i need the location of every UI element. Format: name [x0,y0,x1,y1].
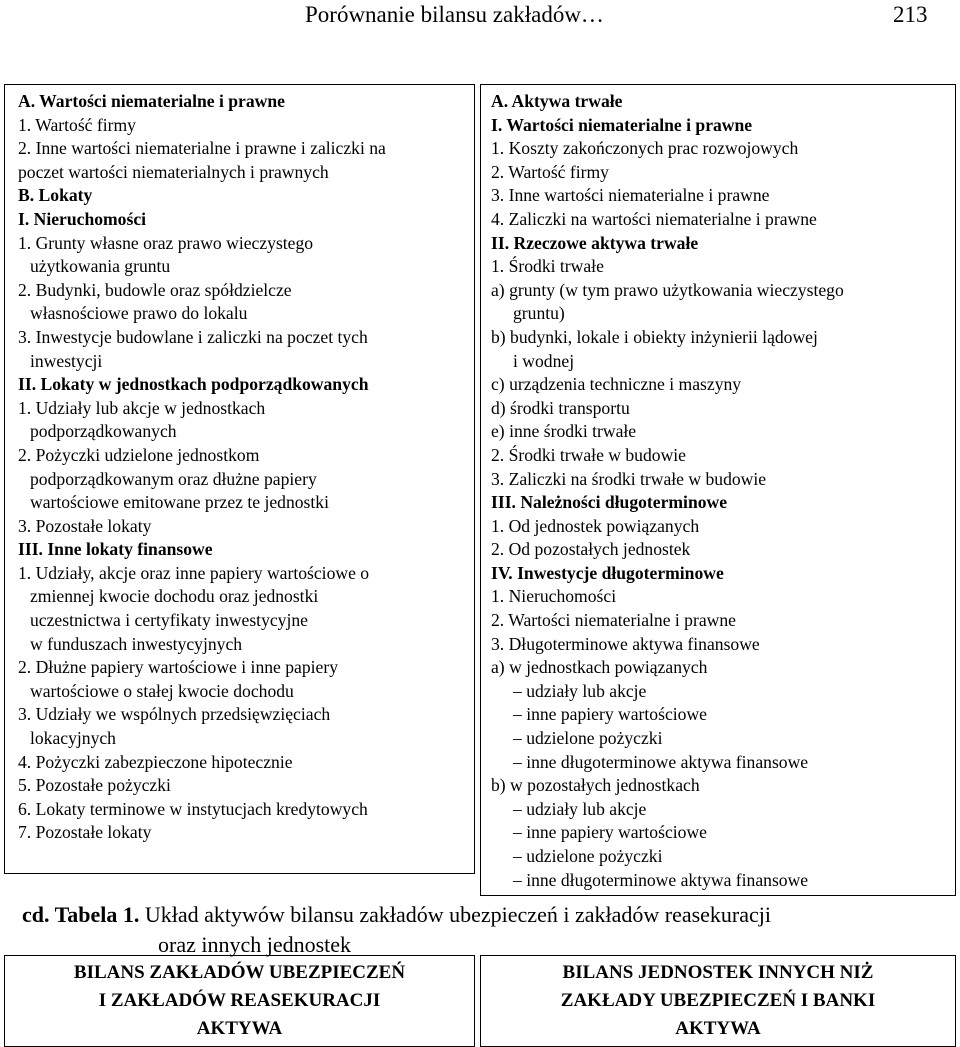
left-entry-line: 1. Grunty własne oraz prawo wieczystego [18,232,314,253]
left-assets-list [18,90,386,845]
caption-line-1: Układ aktywów bilansu zakładów ubezpieczeń i zakładów reasekuracji [144,902,772,927]
right-entry-line: 3. Zaliczki na środki trwałe w budowie [491,468,767,489]
right-entry-line: I. Wartości niematerialne i prawne [491,114,753,135]
left-entry-line: podporządkowanym oraz dłużne papiery [30,468,317,489]
running-header-title: Porównanie bilansu zakładów… [305,2,604,27]
left-entry-line: poczet wartości niematerialnych i prawnych [18,161,329,182]
right-entry-line: IV. Inwestycje długoterminowe [491,562,724,583]
right-assets-list [491,90,844,892]
right-entry-line: 2. Wartość firmy [491,161,609,182]
right-assets-column [480,84,956,896]
right-entry-line: 1. Nieruchomości [491,586,617,607]
right-entry-line: – inne papiery wartościowe [513,704,707,725]
right-entry-line: 2. Środki trwałe w budowie [491,444,686,465]
caption-label: cd. Tabela 1. [22,902,140,927]
left-entry-line: użytkowania gruntu [30,256,171,277]
right-header-line: ZAKŁADY UBEZPIECZEŃ I BANKI [560,990,876,1011]
left-entry-line: 1. Wartość firmy [18,114,136,135]
left-assets-column [4,84,475,874]
right-table-header [480,955,956,1047]
right-entry-line: 1. Koszty zakończonych prac rozwojowych [491,138,799,159]
left-entry-line: 6. Lokaty terminowe w instytucjach kredytowych [18,798,368,819]
right-entry-line: 3. Inne wartości niematerialne i prawne [491,185,770,206]
left-entry-line: 2. Budynki, budowle oraz spółdzielcze [18,279,292,300]
left-header-line: I ZAKŁADÓW REASEKURACJI [98,990,381,1011]
left-entry-line: 3. Udziały we wspólnych przedsięwzięciach [18,704,331,725]
left-entry-line: 2. Inne wartości niematerialne i prawne i zaliczki na [18,138,386,159]
right-entry-line: – udziały lub akcje [513,798,647,819]
right-entry-line: a) grunty (w tym prawo użytkowania wieczystego [491,279,844,300]
right-entry-line: – inne długoterminowe aktywa finansowe [513,869,809,890]
left-entry-line: 2. Pożyczki udzielone jednostkom [18,444,260,465]
left-entry-line: podporządkowanych [30,421,177,442]
left-header-line: BILANS ZAKŁADÓW UBEZPIECZEŃ [73,962,406,983]
right-entry-line: II. Rzeczowe aktywa trwałe [491,232,699,253]
left-entry-line: B. Lokaty [18,185,93,206]
right-entry-line: III. Należności długoterminowe [491,492,728,513]
left-entry-line: 2. Dłużne papiery wartościowe i inne papiery [18,657,338,678]
left-entry-line: I. Nieruchomości [18,208,147,229]
right-entry-line: 3. Długoterminowe aktywa finansowe [491,633,760,654]
left-entry-line: 5. Pozostałe pożyczki [18,775,171,796]
right-entry-line: b) budynki, lokale i obiekty inżynierii lądowej [491,326,818,347]
right-entry-line: A. Aktywa trwałe [491,91,623,111]
right-entry-line: – udzielone pożyczki [513,728,663,749]
right-entry-line: – inne papiery wartościowe [513,822,707,843]
right-entry-line: e) inne środki trwałe [491,421,637,442]
left-entry-line: lokacyjnych [30,728,116,749]
right-entry-line: b) w pozostałych jednostkach [491,775,700,796]
left-entry-line: w funduszach inwestycyjnych [30,633,243,654]
right-entry-line: 2. Od pozostałych jednostek [491,539,691,560]
right-entry-line: – udziały lub akcje [513,680,647,701]
right-entry-line: d) środki transportu [491,397,630,418]
page-number: 213 [893,2,928,27]
left-entry-line: III. Inne lokaty finansowe [18,539,213,560]
left-entry-line: uczestnictwa i certyfikaty inwestycyjne [30,610,308,631]
left-entry-line: 3. Inwestycje budowlane i zaliczki na poczet tych [18,326,368,347]
right-entry-line: – udzielone pożyczki [513,846,663,866]
left-entry-line: II. Lokaty w jednostkach podporządkowanych [18,374,369,395]
left-entry-line: 1. Udziały lub akcje w jednostkach [18,397,266,418]
right-entry-line: 4. Zaliczki na wartości niematerialne i prawne [491,208,817,229]
left-entry-line: własnościowe prawo do lokalu [30,303,248,324]
right-entry-line: 1. Od jednostek powiązanych [491,515,700,536]
right-entry-line: gruntu) [513,303,565,324]
right-entry-line: 1. Środki trwałe [491,256,604,277]
right-entry-line: a) w jednostkach powiązanych [491,657,708,678]
left-entry-line: 1. Udziały, akcje oraz inne papiery wartościowe o [18,562,370,583]
right-entry-line: i wodnej [513,350,575,371]
right-entry-line: 2. Wartości niematerialne i prawne [491,610,736,631]
left-entry-line: 3. Pozostałe lokaty [18,515,152,536]
right-entry-line: – inne długoterminowe aktywa finansowe [513,751,809,772]
left-entry-line: wartościowe emitowane przez te jednostki [30,492,329,513]
caption-line-2: oraz innych jednostek [158,932,352,957]
right-entry-line: c) urządzenia techniczne i maszyny [491,374,742,395]
left-entry-line: zmiennej kwocie dochodu oraz jednostki [30,586,319,607]
left-entry-line: A. Wartości niematerialne i prawne [18,91,285,111]
left-entry-line: 7. Pozostałe lokaty [18,822,152,843]
right-header-line: AKTYWA [675,1018,761,1039]
left-table-header [4,955,475,1047]
right-header-line: BILANS JEDNOSTEK INNYCH NIŻ [562,962,874,983]
left-header-line: AKTYWA [196,1018,283,1039]
left-entry-line: wartościowe o stałej kwocie dochodu [30,680,294,701]
left-entry-line: 4. Pożyczki zabezpieczone hipotecznie [18,751,293,772]
left-entry-line: inwestycji [30,350,103,371]
table-caption [22,900,942,960]
